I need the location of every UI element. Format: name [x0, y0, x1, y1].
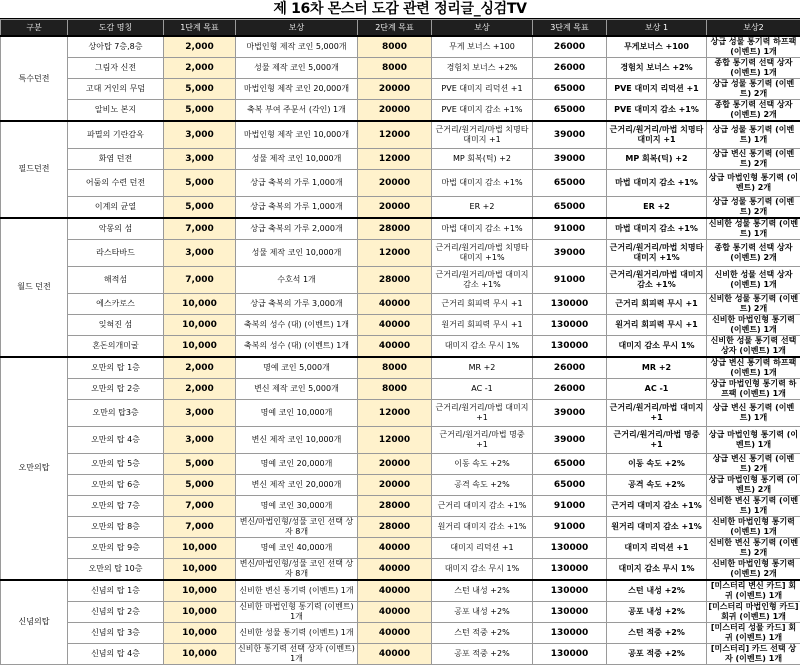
reward3a-cell: 대미지 감소 무시 1%: [607, 558, 707, 580]
reward3a-cell: 근거리 회피력 무시 +1: [607, 293, 707, 314]
reward3b-cell: 신비한 마법인형 통기력 (이벤트) 1개: [707, 516, 800, 537]
collection-table: [0, 19, 800, 665]
goal3-cell: 26000: [533, 36, 607, 58]
goal2-cell: 20000: [358, 196, 432, 218]
goal3-cell: 26000: [533, 378, 607, 399]
reward3b-cell: 상급 마법인형 통기력 (이벤트) 2개: [707, 169, 800, 196]
goal2-cell: 20000: [358, 474, 432, 495]
name-cell: 신념의 탑 4층: [68, 643, 164, 664]
goal3-cell: 130000: [533, 335, 607, 357]
reward3a-cell: PVE 대미지 리덕션 +1: [607, 79, 707, 100]
goal3-cell: 91000: [533, 218, 607, 240]
goal2-cell: 8000: [358, 36, 432, 58]
reward3a-cell: 스턴 적중 +2%: [607, 622, 707, 643]
reward1-cell: 명예 코인 20,000개: [236, 453, 358, 474]
reward1-cell: 신비한 변신 통기력 (이벤트) 1개: [236, 580, 358, 602]
category-cell: 필드던전: [1, 121, 68, 218]
name-cell: 상아탑 7층,8층: [68, 36, 164, 58]
reward1-cell: 명예 코인 5,000개: [236, 357, 358, 379]
goal3-cell: 65000: [533, 474, 607, 495]
name-cell: 화염 던전: [68, 148, 164, 169]
name-cell: 그림자 신전: [68, 58, 164, 79]
goal3-cell: 65000: [533, 100, 607, 122]
reward3a-cell: 근거리/원거리/마법 치명타 대미지 +1: [607, 121, 707, 148]
goal2-cell: 8000: [358, 357, 432, 379]
goal1-cell: 3,000: [164, 399, 236, 426]
table-row: [1, 58, 800, 79]
name-cell: 이계의 균열: [68, 196, 164, 218]
name-cell: 혼돈의개미굴: [68, 335, 164, 357]
table-row: [1, 357, 800, 379]
reward1-cell: 성물 제작 코인 5,000개: [236, 58, 358, 79]
goal1-cell: 10,000: [164, 622, 236, 643]
reward3b-cell: 신비한 마법인형 통기력 (이벤트) 1개: [707, 314, 800, 335]
table-row: [1, 266, 800, 293]
reward2-cell: 공격 속도 +2%: [432, 474, 533, 495]
reward1-cell: 축복의 성수 (대) (이벤트) 1개: [236, 335, 358, 357]
reward1-cell: 신비한 마법인형 통기력 (이벤트) 1개: [236, 601, 358, 622]
header-cell: 2단계 목표: [358, 20, 432, 37]
goal2-cell: 28000: [358, 516, 432, 537]
reward2-cell: 근거리/원거리/마법 명중 +1: [432, 426, 533, 453]
goal1-cell: 5,000: [164, 453, 236, 474]
header-cell: 3단계 목표: [533, 20, 607, 37]
reward1-cell: 마법인형 제작 코인 10,000개: [236, 121, 358, 148]
reward1-cell: 변신 제작 코인 20,000개: [236, 474, 358, 495]
table-row: [1, 474, 800, 495]
goal3-cell: 65000: [533, 169, 607, 196]
header-row: [1, 20, 800, 37]
table-row: [1, 516, 800, 537]
reward3a-cell: 무게보너스 +100: [607, 36, 707, 58]
goal3-cell: 130000: [533, 601, 607, 622]
reward3a-cell: 이동 속도 +2%: [607, 453, 707, 474]
reward1-cell: 변신 제작 코인 5,000개: [236, 378, 358, 399]
goal3-cell: 39000: [533, 399, 607, 426]
reward3a-cell: 공포 적중 +2%: [607, 643, 707, 664]
goal1-cell: 10,000: [164, 558, 236, 580]
reward2-cell: 근거리 대미지 감소 +1%: [432, 495, 533, 516]
goal2-cell: 12000: [358, 121, 432, 148]
name-cell: 악몽의 섬: [68, 218, 164, 240]
goal1-cell: 2,000: [164, 58, 236, 79]
category-cell: 특수던전: [1, 36, 68, 121]
goal1-cell: 5,000: [164, 196, 236, 218]
reward3b-cell: 종합 통기력 선택 상자 (이벤트) 1개: [707, 58, 800, 79]
table-row: [1, 537, 800, 558]
reward3b-cell: 신비한 성물 선택 상자 (이벤트) 1개: [707, 266, 800, 293]
name-cell: 오만의 탑 10층: [68, 558, 164, 580]
reward3b-cell: 상급 마법인형 통기력 (이벤트) 2개: [707, 474, 800, 495]
reward1-cell: 축복의 성수 (대) (이벤트) 1개: [236, 314, 358, 335]
header-cell: 보상2: [707, 20, 800, 37]
table-row: [1, 314, 800, 335]
reward3b-cell: 상급 변신 통기력 (이벤트) 2개: [707, 453, 800, 474]
name-cell: 오만의 탑 5층: [68, 453, 164, 474]
reward3b-cell: 신비한 성물 통기력 (이벤트) 1개: [707, 218, 800, 240]
reward1-cell: 명예 코인 30,000개: [236, 495, 358, 516]
table-row: [1, 335, 800, 357]
name-cell: 신념의 탑 2층: [68, 601, 164, 622]
goal1-cell: 2,000: [164, 357, 236, 379]
reward3a-cell: PVE 대미지 감소 +1%: [607, 100, 707, 122]
reward1-cell: 변신/마법인형/성물 코인 선택 상자 8개: [236, 558, 358, 580]
reward1-cell: 성물 제작 코인 10,000개: [236, 148, 358, 169]
goal2-cell: 8000: [358, 58, 432, 79]
table-row: [1, 239, 800, 266]
reward3b-cell: 상급 마법인형 통기력 (이벤트) 1개: [707, 426, 800, 453]
reward3b-cell: 신비한 변신 통기력 (이벤트) 1개: [707, 495, 800, 516]
reward2-cell: 대미지 감소 무시 1%: [432, 335, 533, 357]
category-cell: 월드 던전: [1, 218, 68, 357]
reward3b-cell: 신비한 성물 통기력 (이벤트) 2개: [707, 293, 800, 314]
reward3a-cell: 공포 내성 +2%: [607, 601, 707, 622]
table-row: [1, 601, 800, 622]
reward1-cell: 변신/마법인형/성물 코인 선택 상자 8개: [236, 516, 358, 537]
sheet-title: 제 16차 몬스터 도감 관련 정리글_싱검TV: [0, 0, 800, 19]
goal1-cell: 3,000: [164, 148, 236, 169]
reward2-cell: 스턴 적중 +2%: [432, 622, 533, 643]
reward1-cell: 수호석 1개: [236, 266, 358, 293]
reward3b-cell: 상급 성물 통기력 (이벤트) 2개: [707, 79, 800, 100]
reward1-cell: 변신 제작 코인 10,000개: [236, 426, 358, 453]
reward1-cell: 명예 코인 40,000개: [236, 537, 358, 558]
reward2-cell: 근거리/원거리/마법 대미지 감소 +1%: [432, 266, 533, 293]
goal2-cell: 28000: [358, 218, 432, 240]
goal2-cell: 40000: [358, 335, 432, 357]
name-cell: 고대 거인의 무덤: [68, 79, 164, 100]
goal2-cell: 40000: [358, 293, 432, 314]
goal3-cell: 130000: [533, 643, 607, 664]
name-cell: 오만의 탑 7층: [68, 495, 164, 516]
reward2-cell: 공포 적중 +2%: [432, 643, 533, 664]
reward2-cell: 근거리/원거리/마법 치명타 대미지 +1: [432, 121, 533, 148]
reward3a-cell: 스턴 내성 +2%: [607, 580, 707, 602]
reward3b-cell: 신비한 마법인형 통기력 (이벤트) 2개: [707, 558, 800, 580]
goal2-cell: 40000: [358, 314, 432, 335]
goal2-cell: 20000: [358, 79, 432, 100]
goal1-cell: 5,000: [164, 79, 236, 100]
reward2-cell: MR +2: [432, 357, 533, 379]
goal3-cell: 130000: [533, 622, 607, 643]
table-row: [1, 399, 800, 426]
reward2-cell: 대미지 리덕션 +1: [432, 537, 533, 558]
reward1-cell: 상급 축복의 가루 1,000개: [236, 196, 358, 218]
reward3b-cell: [미스터리 변신 카드] 회귀 (이벤트) 1개: [707, 580, 800, 602]
reward3b-cell: 종합 통기력 선택 상자 (이벤트) 2개: [707, 100, 800, 122]
table-row: [1, 169, 800, 196]
goal3-cell: 91000: [533, 266, 607, 293]
reward3b-cell: [미스터리] 카드 선택 상자 (이벤트) 1개: [707, 643, 800, 664]
table-row: [1, 79, 800, 100]
goal2-cell: 28000: [358, 495, 432, 516]
goal1-cell: 10,000: [164, 537, 236, 558]
reward1-cell: 성물 제작 코인 10,000개: [236, 239, 358, 266]
reward3a-cell: MP 회복(틱) +2: [607, 148, 707, 169]
name-cell: 신념의 탑 1층: [68, 580, 164, 602]
name-cell: 오만의 탑 8층: [68, 516, 164, 537]
reward3b-cell: [미스터리 마법인형 카드] 회귀 (이벤트) 1개: [707, 601, 800, 622]
goal1-cell: 10,000: [164, 293, 236, 314]
goal3-cell: 130000: [533, 580, 607, 602]
reward2-cell: MP 회복(틱) +2: [432, 148, 533, 169]
reward2-cell: 원거리 회피력 무시 +1: [432, 314, 533, 335]
goal2-cell: 20000: [358, 169, 432, 196]
table-row: [1, 580, 800, 602]
goal2-cell: 40000: [358, 601, 432, 622]
goal1-cell: 5,000: [164, 100, 236, 122]
reward1-cell: 신비한 성물 통기력 (이벤트) 1개: [236, 622, 358, 643]
name-cell: 오만의 탑 9층: [68, 537, 164, 558]
reward3b-cell: 신비한 성물 통기력 선택 상자 (이벤트) 1개: [707, 335, 800, 357]
goal2-cell: 12000: [358, 148, 432, 169]
reward3b-cell: 상급 변신 통기력 (이벤트) 1개: [707, 399, 800, 426]
reward3b-cell: 상급 성물 통기력 하프팩 (이벤트) 1개: [707, 36, 800, 58]
reward3a-cell: 대미지 감소 무시 1%: [607, 335, 707, 357]
goal1-cell: 5,000: [164, 474, 236, 495]
reward2-cell: 대미지 감소 무시 1%: [432, 558, 533, 580]
table-row: [1, 121, 800, 148]
goal1-cell: 7,000: [164, 218, 236, 240]
goal3-cell: 91000: [533, 516, 607, 537]
reward1-cell: 상급 축복의 가루 1,000개: [236, 169, 358, 196]
reward3b-cell: 상급 성물 통기력 (이벤트) 2개: [707, 196, 800, 218]
reward2-cell: 이동 속도 +2%: [432, 453, 533, 474]
table-row: [1, 196, 800, 218]
reward3b-cell: 상급 변신 통기력 하프팩 (이벤트) 1개: [707, 357, 800, 379]
goal1-cell: 3,000: [164, 239, 236, 266]
table-row: [1, 495, 800, 516]
reward3b-cell: 상급 마법인형 통기력 하프팩 (이벤트) 1개: [707, 378, 800, 399]
goal3-cell: 26000: [533, 357, 607, 379]
goal3-cell: 65000: [533, 196, 607, 218]
goal2-cell: 40000: [358, 643, 432, 664]
name-cell: 신념의 탑 3층: [68, 622, 164, 643]
reward3a-cell: 마법 대미지 감소 +1%: [607, 218, 707, 240]
table-row: [1, 378, 800, 399]
goal1-cell: 7,000: [164, 516, 236, 537]
goal2-cell: 28000: [358, 266, 432, 293]
reward1-cell: 신비한 통기력 선택 상자 (이벤트) 1개: [236, 643, 358, 664]
goal3-cell: 26000: [533, 58, 607, 79]
goal1-cell: 5,000: [164, 169, 236, 196]
goal1-cell: 10,000: [164, 335, 236, 357]
reward2-cell: 원거리 대미지 감소 +1%: [432, 516, 533, 537]
header-cell: 구분: [1, 20, 68, 37]
reward2-cell: 근거리 회피력 무시 +1: [432, 293, 533, 314]
goal3-cell: 130000: [533, 293, 607, 314]
category-cell: 신념의탑: [1, 580, 68, 665]
name-cell: 라스타바드: [68, 239, 164, 266]
goal2-cell: 12000: [358, 426, 432, 453]
table-row: [1, 293, 800, 314]
name-cell: 잊혀진 섬: [68, 314, 164, 335]
reward1-cell: 마법인형 제작 코인 20,000개: [236, 79, 358, 100]
reward1-cell: 상급 축복의 가루 2,000개: [236, 218, 358, 240]
reward1-cell: 상급 축복의 가루 3,000개: [236, 293, 358, 314]
goal1-cell: 10,000: [164, 314, 236, 335]
name-cell: 해적섬: [68, 266, 164, 293]
goal1-cell: 7,000: [164, 495, 236, 516]
goal2-cell: 20000: [358, 453, 432, 474]
goal1-cell: 10,000: [164, 580, 236, 602]
table-row: [1, 558, 800, 580]
reward2-cell: PVE 대미지 리덕션 +1: [432, 79, 533, 100]
reward2-cell: ER +2: [432, 196, 533, 218]
goal2-cell: 12000: [358, 399, 432, 426]
reward2-cell: 경험치 보너스 +2%: [432, 58, 533, 79]
goal3-cell: 130000: [533, 558, 607, 580]
goal3-cell: 39000: [533, 426, 607, 453]
reward3a-cell: 근거리/원거리/마법 치명타 대미지 +1%: [607, 239, 707, 266]
name-cell: 오만의 탑 2층: [68, 378, 164, 399]
reward3a-cell: AC -1: [607, 378, 707, 399]
goal3-cell: 65000: [533, 79, 607, 100]
reward3b-cell: 상급 성물 통기력 (이벤트) 1개: [707, 121, 800, 148]
goal1-cell: 3,000: [164, 121, 236, 148]
reward2-cell: PVE 대미지 감소 +1%: [432, 100, 533, 122]
goal3-cell: 39000: [533, 148, 607, 169]
name-cell: 오만의 탑3층: [68, 399, 164, 426]
reward2-cell: AC -1: [432, 378, 533, 399]
reward3a-cell: 근거리 대미지 감소 +1%: [607, 495, 707, 516]
goal3-cell: 130000: [533, 314, 607, 335]
goal2-cell: 8000: [358, 378, 432, 399]
goal1-cell: 2,000: [164, 378, 236, 399]
reward2-cell: 공포 내성 +2%: [432, 601, 533, 622]
reward3a-cell: 마법 대미지 감소 +1%: [607, 169, 707, 196]
name-cell: 오만의 탑 6층: [68, 474, 164, 495]
header-cell: 보상: [236, 20, 358, 37]
reward3b-cell: 신비한 변신 통기력 (이벤트) 2개: [707, 537, 800, 558]
reward1-cell: 마법인형 제작 코인 5,000개: [236, 36, 358, 58]
reward2-cell: 근거리/원거리/마법 치명타 대미지 +1%: [432, 239, 533, 266]
goal3-cell: 39000: [533, 239, 607, 266]
reward3a-cell: 경험치 보너스 +2%: [607, 58, 707, 79]
reward3a-cell: 대미지 리덕션 +1: [607, 537, 707, 558]
name-cell: 알비노 본지: [68, 100, 164, 122]
reward3a-cell: 원거리 회피력 무시 +1: [607, 314, 707, 335]
goal2-cell: 12000: [358, 239, 432, 266]
goal3-cell: 91000: [533, 495, 607, 516]
table-row: [1, 426, 800, 453]
goal3-cell: 65000: [533, 453, 607, 474]
reward3a-cell: 근거리/원거리/마법 명중 +1: [607, 426, 707, 453]
reward1-cell: 명예 코인 10,000개: [236, 399, 358, 426]
header-cell: 보상: [432, 20, 533, 37]
reward2-cell: 근거리/원거리/마법 대미지 +1: [432, 399, 533, 426]
header-cell: 보상 1: [607, 20, 707, 37]
header-cell: 도감 명칭: [68, 20, 164, 37]
name-cell: 에스카로스: [68, 293, 164, 314]
name-cell: 오만의 탑 1층: [68, 357, 164, 379]
goal1-cell: 2,000: [164, 36, 236, 58]
table-row: [1, 36, 800, 58]
reward3b-cell: 종합 통기력 선택 상자 (이벤트) 2개: [707, 239, 800, 266]
header-cell: 1단계 목표: [164, 20, 236, 37]
goal2-cell: 40000: [358, 537, 432, 558]
reward3a-cell: ER +2: [607, 196, 707, 218]
reward1-cell: 축복 부여 주문서 (각인) 1개: [236, 100, 358, 122]
name-cell: 오만의 탑 4층: [68, 426, 164, 453]
goal1-cell: 10,000: [164, 601, 236, 622]
name-cell: 파멸의 기란감옥: [68, 121, 164, 148]
reward3a-cell: 근거리/원거리/마법 대미지 감소 +1%: [607, 266, 707, 293]
reward3a-cell: 공격 속도 +2%: [607, 474, 707, 495]
reward3a-cell: 원거리 대미지 감소 +1%: [607, 516, 707, 537]
table-row: [1, 218, 800, 240]
reward2-cell: 마법 대미지 감소 +1%: [432, 169, 533, 196]
goal1-cell: 10,000: [164, 643, 236, 664]
reward3a-cell: 근거리/원거리/마법 대미지 +1: [607, 399, 707, 426]
reward3a-cell: MR +2: [607, 357, 707, 379]
goal1-cell: 3,000: [164, 426, 236, 453]
reward3b-cell: 상급 변신 통기력 (이벤트) 2개: [707, 148, 800, 169]
table-row: [1, 148, 800, 169]
name-cell: 어둠의 수련 던전: [68, 169, 164, 196]
table-row: [1, 643, 800, 664]
goal1-cell: 7,000: [164, 266, 236, 293]
goal2-cell: 20000: [358, 100, 432, 122]
reward2-cell: 무게 보너스 +100: [432, 36, 533, 58]
goal2-cell: 40000: [358, 558, 432, 580]
goal2-cell: 40000: [358, 580, 432, 602]
table-row: [1, 453, 800, 474]
reward2-cell: 마법 대미지 감소 +1%: [432, 218, 533, 240]
goal2-cell: 40000: [358, 622, 432, 643]
reward2-cell: 스턴 내성 +2%: [432, 580, 533, 602]
reward3b-cell: [미스터리 성물 카드] 회귀 (이벤트) 1개: [707, 622, 800, 643]
goal3-cell: 39000: [533, 121, 607, 148]
table-row: [1, 100, 800, 122]
goal3-cell: 130000: [533, 537, 607, 558]
table-row: [1, 622, 800, 643]
category-cell: 오만의탑: [1, 357, 68, 580]
